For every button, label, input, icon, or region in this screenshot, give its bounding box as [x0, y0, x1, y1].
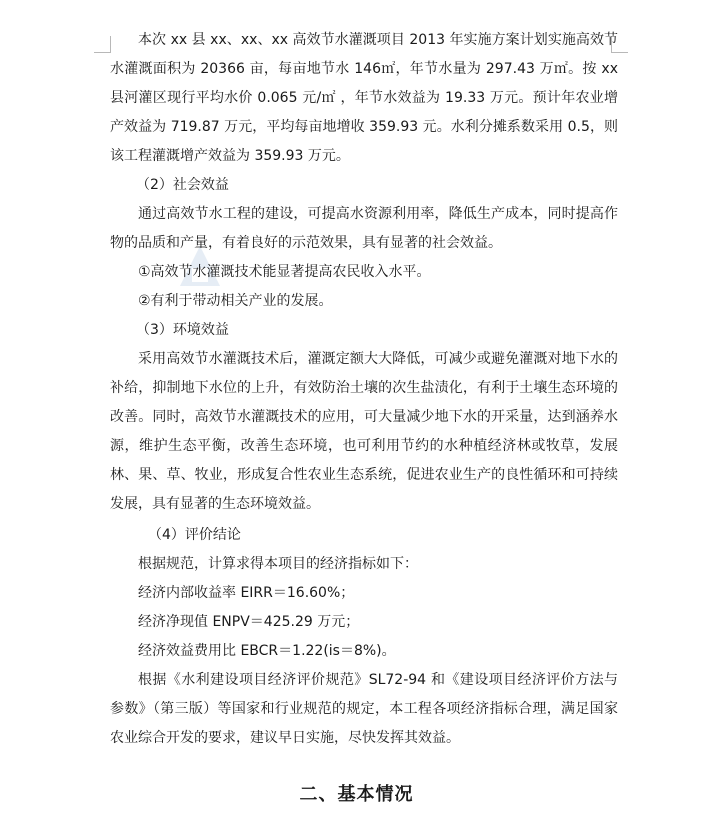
paragraph-environment-benefit: 采用高效节水灌溉技术后，灌溉定额大大降低，可减少或避免灌溉对地下水的补给，抑制地下水位的上升，有效防治土壤的次生盐渍化，有利于土壤生态环境的改善。同时，高效节水灌溉技术的应用，可大量减少地下水的开采量，达到涵养水源，维护生态平衡，改善生态环境，也可利用节约的水种植经济林或牧草，发展林、果、草、牧业，形成复合性农业生态系统，促进农业生产的良性循环和可持续发展，具有显著的生态环境效益。 — [110, 351, 618, 512]
indicator-ebcr: 经济效益费用比 EBCR＝1.22(is＝8%)。 — [138, 643, 396, 659]
paragraph-indicators-intro: 根据规范，计算求得本项目的经济指标如下： — [138, 556, 418, 572]
list-item-industry: ②有利于带动相关产业的发展。 — [138, 293, 333, 309]
paragraph-economic-benefit: 本次 xx 县 xx、xx、xx 高效节水灌溉项目 2013 年实施方案计划实施高效节水灌溉面积为 20366 亩，每亩地节水 146㎡，年节水量为 297.43 万㎡。按 xx 县河灌区现行平均水价 0.065 元/㎡ ，年节水效益为 19.33 万元。预计年农业增产效益为 719.87 万元，平均每亩地增收 359.93 元。水利分摊系数采用 0.5，则该工程灌溉增产效益为 359.93 万元。 — [110, 32, 618, 164]
paragraph-conclusion: 根据《水利建设项目经济评价规范》SL72-94 和《建设项目经济评价方法与参数》（第三版）等国家和行业规范的规定，本工程各项经济指标合理，满足国家农业综合开发的要求，建议早日实施，尽快发挥其效益。 — [110, 672, 618, 746]
heading-environment-benefit: （3）环境效益 — [136, 322, 229, 338]
indicator-eirr: 经济内部收益率 EIRR＝16.60%； — [138, 585, 355, 601]
heading-evaluation-conclusion: （4）评价结论 — [148, 527, 241, 543]
heading-social-benefit: （2）社会效益 — [136, 177, 229, 193]
paragraph-social-benefit: 通过高效节水工程的建设，可提高水资源利用率，降低生产成本，同时提高作物的品质和产量，有着良好的示范效果，具有显著的社会效益。 — [110, 206, 618, 251]
list-item-income: ①高效节水灌溉技术能显著提高农民收入水平。 — [138, 264, 431, 280]
section-heading: 二、基本情况 — [299, 784, 414, 805]
crop-mark-top-left — [94, 36, 111, 53]
document-body — [110, 26, 618, 753]
indicator-enpv: 经济净现值 ENPV＝425.29 万元； — [138, 614, 360, 630]
